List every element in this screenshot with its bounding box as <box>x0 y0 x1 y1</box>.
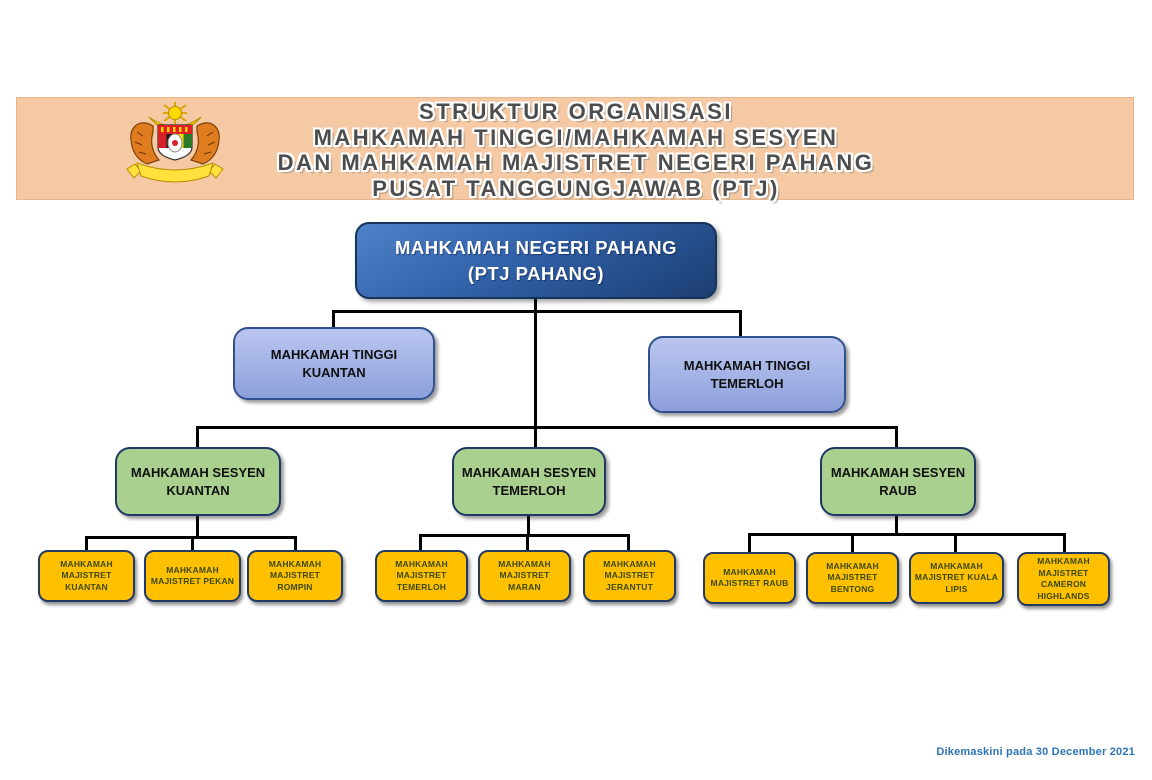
label-line: MAHKAMAH TINGGI <box>270 346 398 362</box>
label-line: MAHKAMAH SESYEN <box>130 464 266 480</box>
connector-drop-m-pekan <box>191 539 194 550</box>
org-node-root-line1: MAHKAMAH NEGERI PAHANG <box>395 236 677 258</box>
connector-drop-m-raub <box>748 536 751 552</box>
org-node-high-court-kuantan <box>233 327 435 400</box>
title-line-4: PUSAT TANGGUNGJAWAB (PTJ) <box>372 175 780 201</box>
org-node-magistrate-temerloh: MAHKAMAH MAJISTRET TEMERLOH <box>375 550 468 602</box>
org-node-root-line2: (PTJ PAHANG) <box>467 262 605 284</box>
label-line: KUANTAN <box>166 482 230 498</box>
connector-drop-m-rompin <box>294 539 297 550</box>
org-node-magistrate-cameron-highlands: MAHKAMAH MAJISTRET CAMERON HIGHLANDS <box>1017 552 1110 606</box>
connector-level2-bar <box>332 310 742 313</box>
page-title <box>0 99 1152 201</box>
label-line: TEMERLOH <box>492 482 566 498</box>
connector-drop-sc-kuantan <box>196 429 199 447</box>
label-line: MAHKAMAH SESYEN <box>830 464 966 480</box>
org-node-magistrate-pekan: MAHKAMAH MAJISTRET PEKAN <box>144 550 241 602</box>
connector-drop-sc-temerloh <box>534 427 537 447</box>
connector-drop-m-jerantut <box>627 537 630 550</box>
connector-stem-group1 <box>196 516 199 536</box>
org-node-high-court-temerloh <box>648 336 846 413</box>
connector-level3-bar <box>196 426 898 429</box>
connector-drop-sc-raub <box>895 429 898 447</box>
connector-drop-m-maran <box>526 537 529 550</box>
title-line-1: STRUKTUR ORGANISASI <box>419 99 733 124</box>
connector-stem-group3 <box>895 516 898 533</box>
label-line: KUANTAN <box>302 364 366 380</box>
connector-drop-m-bentong <box>851 536 854 552</box>
org-node-magistrate-raub: MAHKAMAH MAJISTRET RAUB <box>703 552 796 604</box>
connector-drop-hc-temerloh <box>739 313 742 336</box>
connector-root-stem <box>534 299 537 427</box>
org-node-magistrate-kuantan: MAHKAMAH MAJISTRET KUANTAN <box>38 550 135 602</box>
org-node-magistrate-maran: MAHKAMAH MAJISTRET MARAN <box>478 550 571 602</box>
org-node-session-court-kuantan <box>115 447 281 516</box>
org-node-session-court-temerloh <box>452 447 606 516</box>
connector-drop-hc-kuantan <box>332 313 335 327</box>
org-node-magistrate-bentong: MAHKAMAH MAJISTRET BENTONG <box>806 552 899 604</box>
org-node-magistrate-rompin: MAHKAMAH MAJISTRET ROMPIN <box>247 550 343 602</box>
connector-drop-m-temerloh <box>419 537 422 550</box>
last-updated-text: Dikemaskini pada 30 December 2021 <box>936 746 1135 758</box>
connector-drop-m-kualalipis <box>954 536 957 552</box>
connector-group2-bar <box>419 534 630 537</box>
connector-group3-bar <box>748 533 1066 536</box>
org-node-root <box>355 222 717 299</box>
title-line-3: DAN MAHKAMAH MAJISTRET NEGERI PAHANG <box>277 150 875 175</box>
org-node-session-court-raub <box>820 447 976 516</box>
connector-stem-group2 <box>527 516 530 534</box>
label-line: MAHKAMAH SESYEN <box>461 464 597 480</box>
org-node-magistrate-kuala-lipis: MAHKAMAH MAJISTRET KUALA LIPIS <box>909 552 1004 604</box>
connector-drop-m-kuantan <box>85 539 88 550</box>
title-line-2: MAHKAMAH TINGGI/MAHKAMAH SESYEN <box>313 124 839 150</box>
label-line: MAHKAMAH TINGGI <box>683 357 811 373</box>
connector-drop-m-cameron <box>1063 536 1066 552</box>
org-node-magistrate-jerantut: MAHKAMAH MAJISTRET JERANTUT <box>583 550 676 602</box>
label-line: RAUB <box>879 482 917 498</box>
label-line: TEMERLOH <box>710 375 784 391</box>
